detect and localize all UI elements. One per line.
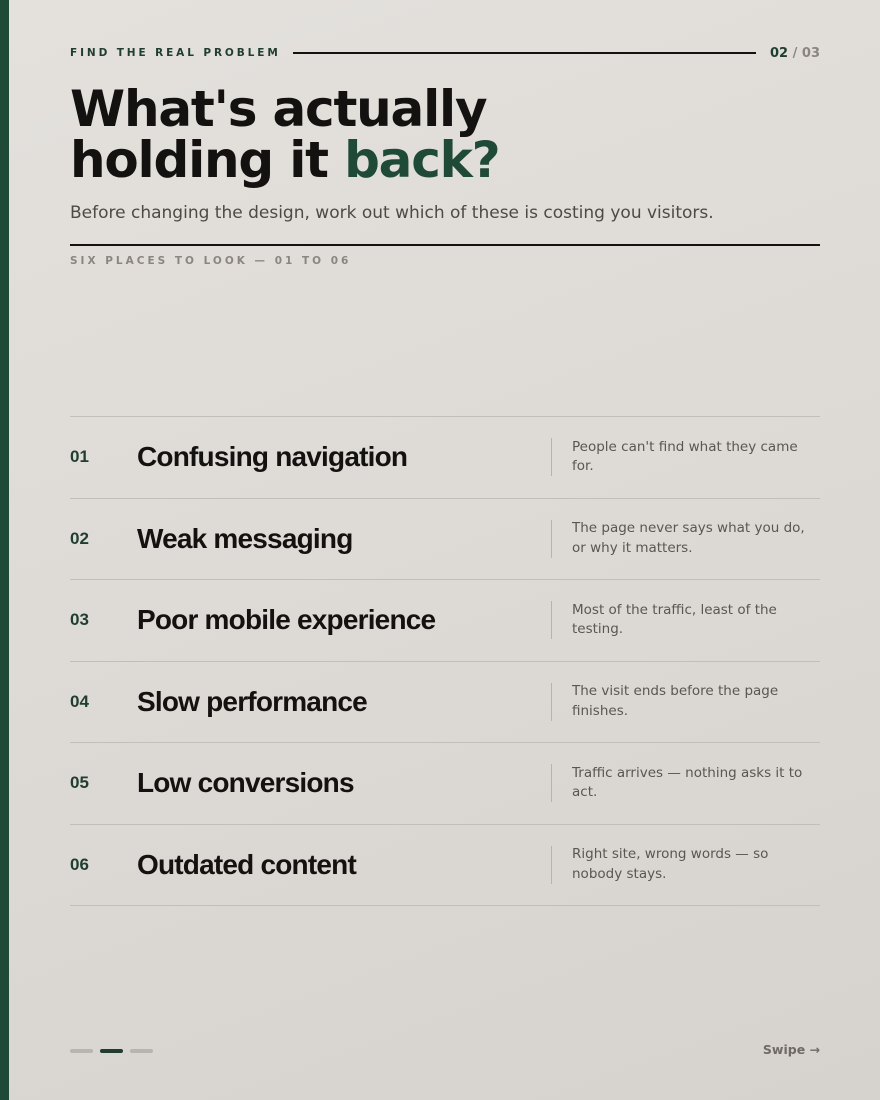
item-description: Right site, wrong words — so nobody stays. <box>572 846 769 882</box>
item-title: Poor mobile experience <box>137 604 436 636</box>
progress-dot[interactable] <box>130 1049 153 1053</box>
item-title: Slow performance <box>137 685 367 717</box>
problem-list <box>70 416 820 906</box>
title-line-2: holding it <box>70 131 345 189</box>
item-description: The page never says what you do, or why it matters. <box>572 520 805 556</box>
title-line-1: What's actually <box>70 80 487 138</box>
progress-dot-active[interactable] <box>100 1049 123 1053</box>
item-description: The visit ends before the page finishes. <box>572 683 779 719</box>
item-title: Outdated content <box>137 848 356 880</box>
page-total: 03 <box>801 45 820 61</box>
slide-progress-dots <box>70 1049 153 1053</box>
list-item <box>70 743 820 825</box>
item-divider <box>551 601 552 639</box>
header-divider <box>70 244 820 246</box>
item-number: 04 <box>70 691 89 711</box>
subtitle: Before changing the design, work out which of these is costing you visitors. <box>70 203 714 223</box>
item-description: Most of the traffic, least of the testing. <box>572 601 777 638</box>
section-label: SIX PLACES TO LOOK — 01 TO 06 <box>70 255 352 267</box>
list-item <box>70 580 820 662</box>
progress-dot[interactable] <box>70 1049 93 1053</box>
item-number: 06 <box>70 854 89 874</box>
title-accent-word: back? <box>344 131 500 189</box>
page-current: 02 <box>770 45 789 61</box>
item-number: 02 <box>70 528 89 548</box>
list-item <box>70 417 820 499</box>
item-divider <box>551 438 552 476</box>
page-indicator <box>770 46 820 61</box>
item-number: 05 <box>70 773 89 793</box>
swipe-hint[interactable]: Swipe → <box>762 1042 820 1057</box>
list-item <box>70 825 820 907</box>
item-number: 01 <box>70 447 89 467</box>
item-description: People can't find what they came for. <box>572 438 798 475</box>
eyebrow-label: FIND THE REAL PROBLEM <box>70 47 281 59</box>
header-rule <box>293 52 756 54</box>
item-title: Low conversions <box>137 767 354 799</box>
slide-content <box>70 0 820 1100</box>
list-item <box>70 499 820 581</box>
item-divider <box>551 683 552 721</box>
accent-side-bar <box>0 0 9 1100</box>
item-number: 03 <box>70 610 89 630</box>
item-divider <box>551 764 552 802</box>
page-title <box>70 80 500 189</box>
top-header <box>70 44 820 62</box>
item-title: Weak messaging <box>137 522 353 554</box>
item-divider <box>551 846 552 884</box>
page-separator: / <box>792 45 798 61</box>
list-item <box>70 662 820 744</box>
item-description: Traffic arrives — nothing asks it to act. <box>572 764 803 801</box>
item-title: Confusing navigation <box>137 441 408 473</box>
item-divider <box>551 520 552 558</box>
